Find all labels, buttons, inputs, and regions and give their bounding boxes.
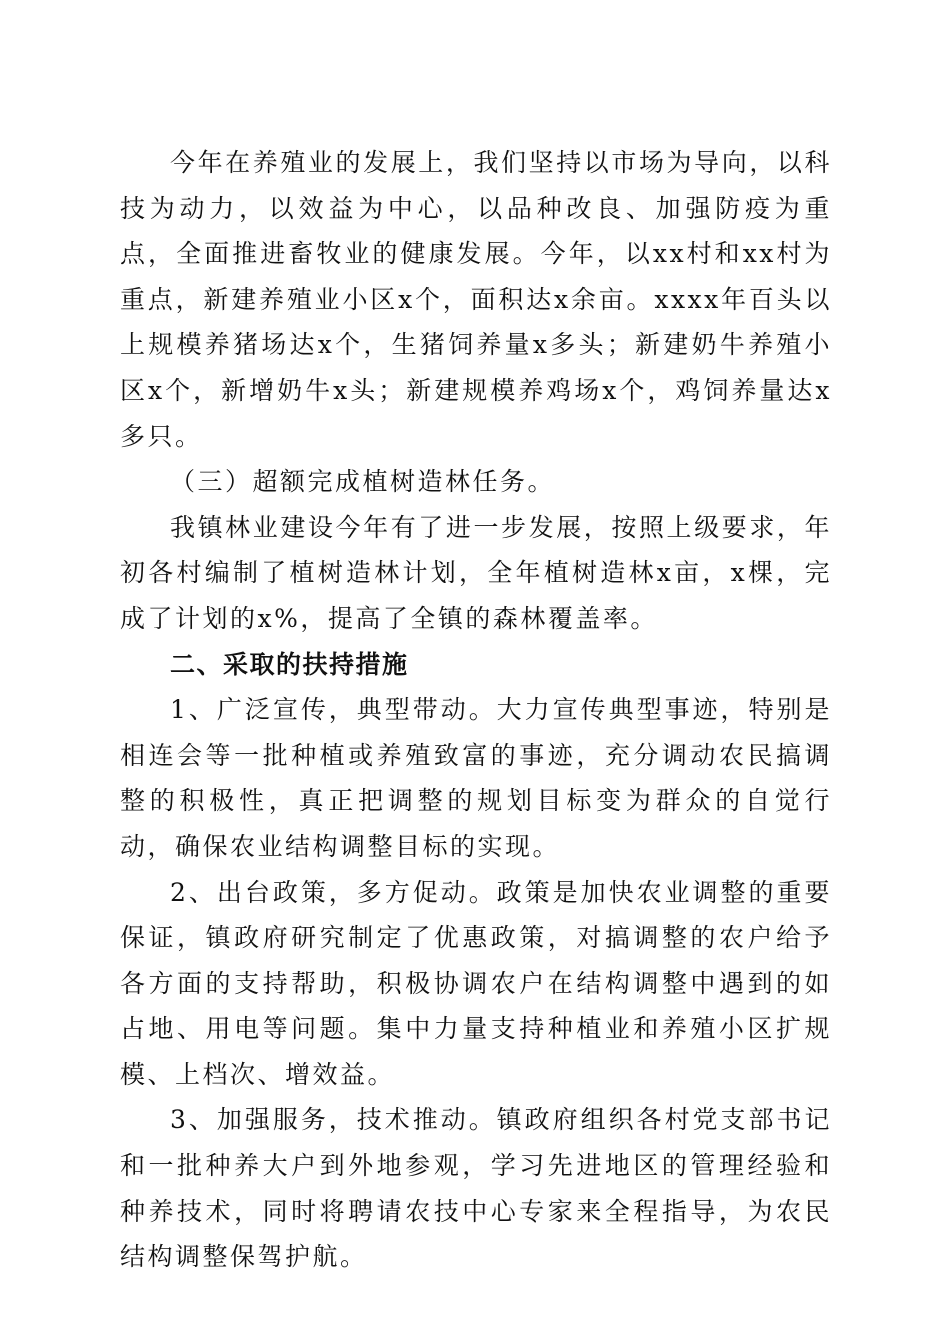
subheading-afforestation: （三）超额完成植树造林任务。 bbox=[170, 467, 556, 497]
document-body bbox=[120, 140, 832, 1280]
paragraph-forestry: 我镇林业建设今年有了进一步发展，按照上级要求，年初各村编制了植树造林计划，全年植树造林x亩，x棵，完成了计划的x%，提高了全镇的森林覆盖率。 bbox=[120, 512, 832, 633]
section-heading-support-measures: 二、采取的扶持措施 bbox=[170, 649, 409, 679]
paragraph-livestock: 今年在养殖业的发展上，我们坚持以市场为导向，以科技为动力，以效益为中心，以品种改良、加强防疫为重点，全面推进畜牧业的健康发展。今年，以xx村和xx村为重点，新建养殖业小区x个，面积达x余亩。xxxx年百头以上规模养猪场达x个，生猪饲养量x多头；新建奶牛养殖小区x个，新增奶牛x头；新建规模养鸡场x个，鸡饲养量达x多只。 bbox=[120, 148, 832, 451]
paragraph-measure-2: 2、出台政策，多方促动。政策是加快农业调整的重要保证，镇政府研究制定了优惠政策，对搞调整的农户给予各方面的支持帮助，积极协调农户在结构调整中遇到的如占地、用电等问题。集中力量支持种植业和养殖小区扩规模、上档次、增效益。 bbox=[120, 877, 832, 1089]
paragraph-measure-3: 3、加强服务，技术推动。镇政府组织各村党支部书记和一批种养大户到外地参观，学习先进地区的管理经验和种养技术，同时将聘请农技中心专家来全程指导，为农民结构调整保驾护航。 bbox=[120, 1105, 832, 1272]
paragraph-measure-1: 1、广泛宣传，典型带动。大力宣传典型事迹，特别是相连会等一批种植或养殖致富的事迹，充分调动农民搞调整的积极性，真正把调整的规划目标变为群众的自觉行动，确保农业结构调整目标的实现。 bbox=[120, 695, 832, 861]
